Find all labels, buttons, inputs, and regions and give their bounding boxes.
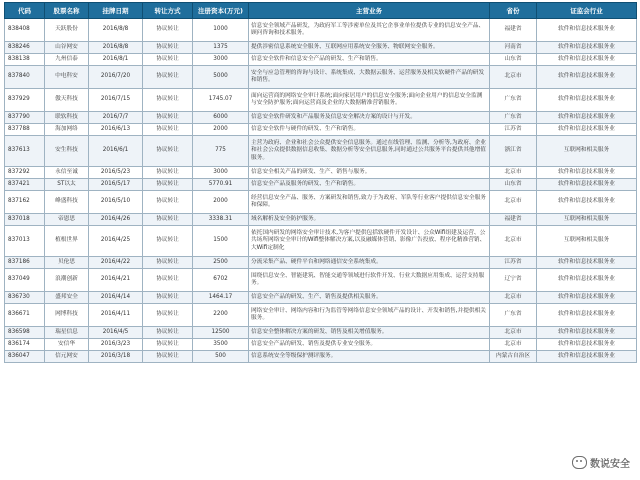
table-cell-code: 837788 (5, 124, 45, 136)
table-cell-name: 九州信泰 (45, 54, 89, 66)
table-cell-transfer: 协议转让 (143, 167, 193, 179)
table-cell-province: 北京市 (490, 226, 537, 257)
table-cell-capital: 3000 (193, 167, 249, 179)
table-cell-code: 837013 (5, 226, 45, 257)
table-cell-business: 网络安全审计、网络内容和行为监管等网络信息安全领域产品的设计、开发和销售,并提供相关服务。 (249, 304, 490, 327)
header-transfer-method: 转让方式 (143, 3, 193, 19)
table-cell-capital: 2000 (193, 124, 249, 136)
table-row (5, 136, 637, 167)
table-cell-business: 经营信息安全产品、服务、方案研发和销售,致力于为政府、军队等行业客户提供信息安全服务和保障。 (249, 191, 490, 214)
table-row (5, 54, 637, 66)
table-cell-industry: 软件和信息技术服务业 (537, 351, 637, 363)
table-cell-industry: 软件和信息技术服务业 (537, 292, 637, 304)
table-cell-code: 838246 (5, 42, 45, 54)
table-cell-province: 北京市 (490, 191, 537, 214)
table-cell-name: 贝伦思 (45, 257, 89, 269)
table-cell-business: 安全与应急管理的咨询与设计、系统集成、大数据云服务、运营服务及相关软硬件产品的研发和销售。 (249, 66, 490, 89)
table-cell-business: 信息安全软件研发和产品服务及信息安全解决方案的设计与开发。 (249, 112, 490, 124)
table-row (5, 19, 637, 42)
table-cell-industry: 软件和信息技术服务业 (537, 66, 637, 89)
table-cell-business: 信息安全软件与硬件的研发、生产和销售。 (249, 124, 490, 136)
table-cell-code: 837018 (5, 214, 45, 226)
header-main-business: 主营业务 (249, 3, 490, 19)
table-cell-code: 837421 (5, 179, 45, 191)
table-row (5, 327, 637, 339)
table-cell-capital: 2500 (193, 257, 249, 269)
table-cell-date: 2016/6/1 (89, 136, 143, 167)
table-row (5, 42, 637, 54)
table-body (5, 19, 637, 363)
table-cell-province: 山东省 (490, 54, 537, 66)
table-cell-capital: 12500 (193, 327, 249, 339)
table-cell-date: 2016/8/8 (89, 42, 143, 54)
table-row (5, 339, 637, 351)
table-cell-code: 837292 (5, 167, 45, 179)
header-stock-name: 股票名称 (45, 3, 89, 19)
table-row (5, 89, 637, 112)
table-cell-transfer: 协议转让 (143, 66, 193, 89)
table-cell-transfer: 协议转让 (143, 269, 193, 292)
table-cell-capital: 1500 (193, 226, 249, 257)
table-cell-industry: 软件和信息技术服务业 (537, 89, 637, 112)
table-cell-business: 信息安全相关产品的研发、生产、销售与服务。 (249, 167, 490, 179)
table-header-row (5, 3, 637, 19)
table-cell-province: 福建省 (490, 19, 537, 42)
table-cell-industry: 软件和信息技术服务业 (537, 339, 637, 351)
table-cell-name: ST以太 (45, 179, 89, 191)
table-cell-business: 信息系统安全等级保护测评服务。 (249, 351, 490, 363)
table-cell-industry: 软件和信息技术服务业 (537, 42, 637, 54)
table-cell-code: 837840 (5, 66, 45, 89)
table-cell-industry: 软件和信息技术服务业 (537, 167, 637, 179)
table-cell-province: 辽宁省 (490, 269, 537, 292)
table-row (5, 66, 637, 89)
table-cell-province: 北京市 (490, 339, 537, 351)
table-cell-business: 依托国内研发的网络安全审计技术,为客户提供包括软硬件开发设计、公众Wifi组建及运营、公共场所网络安全审计的Wifi整体解决方案,以及融媒体营销、影像广告投放、程序化精准营销、大Wifi定制化 (249, 226, 490, 257)
table-cell-business: 面向运营商的网络安全审计系统;面向家居用户的信息安全服务;面向企业用户的信息安全监测与安全防护服务;面向运营商及企业的大数据精准营销服务。 (249, 89, 490, 112)
table-row (5, 191, 637, 214)
table-cell-transfer: 协议转让 (143, 42, 193, 54)
header-code: 代码 (5, 3, 45, 19)
table-cell-province: 北京市 (490, 66, 537, 89)
table-cell-industry: 软件和信息技术服务业 (537, 112, 637, 124)
table-cell-industry: 软件和信息技术服务业 (537, 304, 637, 327)
table-cell-transfer: 协议转让 (143, 339, 193, 351)
table-cell-transfer: 协议转让 (143, 179, 193, 191)
table-cell-name: 海加网络 (45, 124, 89, 136)
table-cell-province: 内蒙古自治区 (490, 351, 537, 363)
table-cell-code: 838408 (5, 19, 45, 42)
table-cell-date: 2016/4/14 (89, 292, 143, 304)
table-cell-date: 2016/7/7 (89, 112, 143, 124)
table-cell-code: 836671 (5, 304, 45, 327)
table-cell-name: 瑞星信息 (45, 327, 89, 339)
table-cell-province: 福建省 (490, 214, 537, 226)
table-cell-industry: 软件和信息技术服务业 (537, 327, 637, 339)
table-cell-province: 江苏省 (490, 124, 537, 136)
table-row (5, 179, 637, 191)
table-cell-province: 广东省 (490, 89, 537, 112)
table-cell-province: 广东省 (490, 112, 537, 124)
table-cell-date: 2016/8/1 (89, 54, 143, 66)
table-cell-capital: 775 (193, 136, 249, 167)
table-row (5, 124, 637, 136)
table-cell-transfer: 协议转让 (143, 351, 193, 363)
header-registered-capital: 注册资本(万元) (193, 3, 249, 19)
table-cell-capital: 1464.17 (193, 292, 249, 304)
table-cell-industry: 互联网和相关服务 (537, 214, 637, 226)
table-cell-name: 安生科技 (45, 136, 89, 167)
table-cell-date: 2016/5/17 (89, 179, 143, 191)
table-cell-transfer: 协议转让 (143, 112, 193, 124)
table-cell-date: 2016/4/25 (89, 226, 143, 257)
table-cell-transfer: 协议转让 (143, 136, 193, 167)
table-cell-business: 信息安全产品的研发、生产、销售及提供相关服务。 (249, 292, 490, 304)
table-cell-transfer: 协议转让 (143, 292, 193, 304)
watermark (572, 455, 630, 470)
wechat-icon (572, 456, 587, 469)
table-cell-business: 主营为政府、企业和社会公众提供安全信息服务。通过在线管理、监测、分析等,为政府、企业和社会公众提供数据信息收集、数据分析等安全信息服务,同时通过公共服务平台提供其他增值服务。 (249, 136, 490, 167)
table-cell-business: 域名解析及安全防护服务。 (249, 214, 490, 226)
table-cell-date: 2016/4/5 (89, 327, 143, 339)
table-cell-transfer: 协议转让 (143, 226, 193, 257)
table-cell-transfer: 协议转让 (143, 327, 193, 339)
table-cell-code: 837162 (5, 191, 45, 214)
table-cell-industry: 软件和信息技术服务业 (537, 179, 637, 191)
table-cell-date: 2016/7/20 (89, 66, 143, 89)
header-province: 省份 (490, 3, 537, 19)
table-cell-province: 江苏省 (490, 257, 537, 269)
table-cell-capital: 3500 (193, 339, 249, 351)
table-cell-code: 836598 (5, 327, 45, 339)
table-cell-name: 联软科技 (45, 112, 89, 124)
table-cell-date: 2016/6/13 (89, 124, 143, 136)
table-cell-business: 围绕信息安全、智能建筑、智能交通等领域进行软件开发、行业大数据应用集成、运营支持服务。 (249, 269, 490, 292)
table-cell-date: 2016/4/26 (89, 214, 143, 226)
table-cell-province: 北京市 (490, 292, 537, 304)
table-cell-code: 837613 (5, 136, 45, 167)
table-row (5, 167, 637, 179)
table-cell-date: 2016/4/21 (89, 269, 143, 292)
table-cell-capital: 1000 (193, 19, 249, 42)
table-row (5, 214, 637, 226)
table-row (5, 226, 637, 257)
table-cell-date: 2016/4/11 (89, 304, 143, 327)
table-cell-province: 山东省 (490, 179, 537, 191)
table-cell-business: 信息安全整体解决方案的研发、销售及相关增值服务。 (249, 327, 490, 339)
table-cell-province: 河南省 (490, 42, 537, 54)
table-cell-name: 植根世界 (45, 226, 89, 257)
table-cell-capital: 6000 (193, 112, 249, 124)
table-cell-capital: 2000 (193, 191, 249, 214)
table-cell-name: 信元网安 (45, 351, 89, 363)
table-cell-capital: 2200 (193, 304, 249, 327)
table-cell-capital: 1745.07 (193, 89, 249, 112)
table-cell-name: 浪潮创新 (45, 269, 89, 292)
table-cell-code: 838138 (5, 54, 45, 66)
table-cell-name: 安信华 (45, 339, 89, 351)
table-cell-business: 信息安全软件和信息安全产品的研发、生产和销售。 (249, 54, 490, 66)
table-cell-code: 837929 (5, 89, 45, 112)
table-cell-capital: 5000 (193, 66, 249, 89)
table-cell-transfer: 协议转让 (143, 89, 193, 112)
table-cell-capital: 6702 (193, 269, 249, 292)
table-row (5, 269, 637, 292)
table-cell-name: 峰盛科技 (45, 191, 89, 214)
table-cell-name: 山谷网安 (45, 42, 89, 54)
table-cell-code: 837790 (5, 112, 45, 124)
table-cell-province: 浙江省 (490, 136, 537, 167)
table-row (5, 112, 637, 124)
table-row (5, 304, 637, 327)
table-cell-province: 广东省 (490, 304, 537, 327)
table-cell-province: 北京市 (490, 327, 537, 339)
table-cell-name: 网博科技 (45, 304, 89, 327)
table-cell-code: 836174 (5, 339, 45, 351)
table-cell-transfer: 协议转让 (143, 191, 193, 214)
table-row (5, 292, 637, 304)
table-cell-business: 提供涉密信息系统安全服务、互联网应用系统安全服务、物联网安全服务。 (249, 42, 490, 54)
table-cell-business: 信息安全产品的研发、销售及提供专业安全服务。 (249, 339, 490, 351)
table-cell-date: 2016/3/23 (89, 339, 143, 351)
table-cell-province: 北京市 (490, 167, 537, 179)
table-cell-name: 天跃股份 (45, 19, 89, 42)
table-cell-industry: 软件和信息技术服务业 (537, 19, 637, 42)
table-cell-capital: 3338.31 (193, 214, 249, 226)
header-listing-date: 挂牌日期 (89, 3, 143, 19)
table-cell-industry: 软件和信息技术服务业 (537, 124, 637, 136)
table-cell-industry: 互联网和相关服务 (537, 226, 637, 257)
table-cell-transfer: 协议转让 (143, 19, 193, 42)
table-cell-transfer: 协议转让 (143, 304, 193, 327)
table-cell-date: 2016/8/8 (89, 19, 143, 42)
table-cell-business: 信息安全领域产品研发，为政府军工等涉密单位及其它企事业单位提供专业的信息安全产品、顾问咨询和技术服务。 (249, 19, 490, 42)
table-cell-name: 永信至诚 (45, 167, 89, 179)
table-cell-code: 837049 (5, 269, 45, 292)
table-cell-transfer: 协议转让 (143, 54, 193, 66)
table-cell-name: 傲天科技 (45, 89, 89, 112)
table-cell-transfer: 协议转让 (143, 124, 193, 136)
table-cell-date: 2016/7/15 (89, 89, 143, 112)
table-cell-transfer: 协议转让 (143, 214, 193, 226)
table-cell-name: 帝恩思 (45, 214, 89, 226)
table-cell-business: 信息安全产品及服务的研发、生产和销售。 (249, 179, 490, 191)
table-cell-industry: 软件和信息技术服务业 (537, 257, 637, 269)
table-cell-name: 中电科安 (45, 66, 89, 89)
table-cell-capital: 500 (193, 351, 249, 363)
table-cell-transfer: 协议转让 (143, 257, 193, 269)
table-cell-name: 盛邦安全 (45, 292, 89, 304)
table-row (5, 257, 637, 269)
table-cell-capital: 1375 (193, 42, 249, 54)
table-cell-capital: 3000 (193, 54, 249, 66)
table-cell-date: 2016/4/22 (89, 257, 143, 269)
table-cell-industry: 互联网和相关服务 (537, 136, 637, 167)
company-table (4, 2, 637, 363)
table-row (5, 351, 637, 363)
table-cell-code: 836730 (5, 292, 45, 304)
table-cell-industry: 软件和信息技术服务业 (537, 54, 637, 66)
table-cell-capital: 5770.91 (193, 179, 249, 191)
table-cell-industry: 软件和信息技术服务业 (537, 269, 637, 292)
table-cell-business: 分流采集产品、硬件平台和网络通信安全系统集成。 (249, 257, 490, 269)
table-cell-date: 2016/3/18 (89, 351, 143, 363)
header-industry: 证监会行业 (537, 3, 637, 19)
table-cell-code: 836047 (5, 351, 45, 363)
watermark-text: 数说安全 (590, 459, 630, 470)
table-cell-industry: 软件和信息技术服务业 (537, 191, 637, 214)
table-cell-code: 837186 (5, 257, 45, 269)
table-cell-date: 2016/5/23 (89, 167, 143, 179)
table-cell-date: 2016/5/10 (89, 191, 143, 214)
